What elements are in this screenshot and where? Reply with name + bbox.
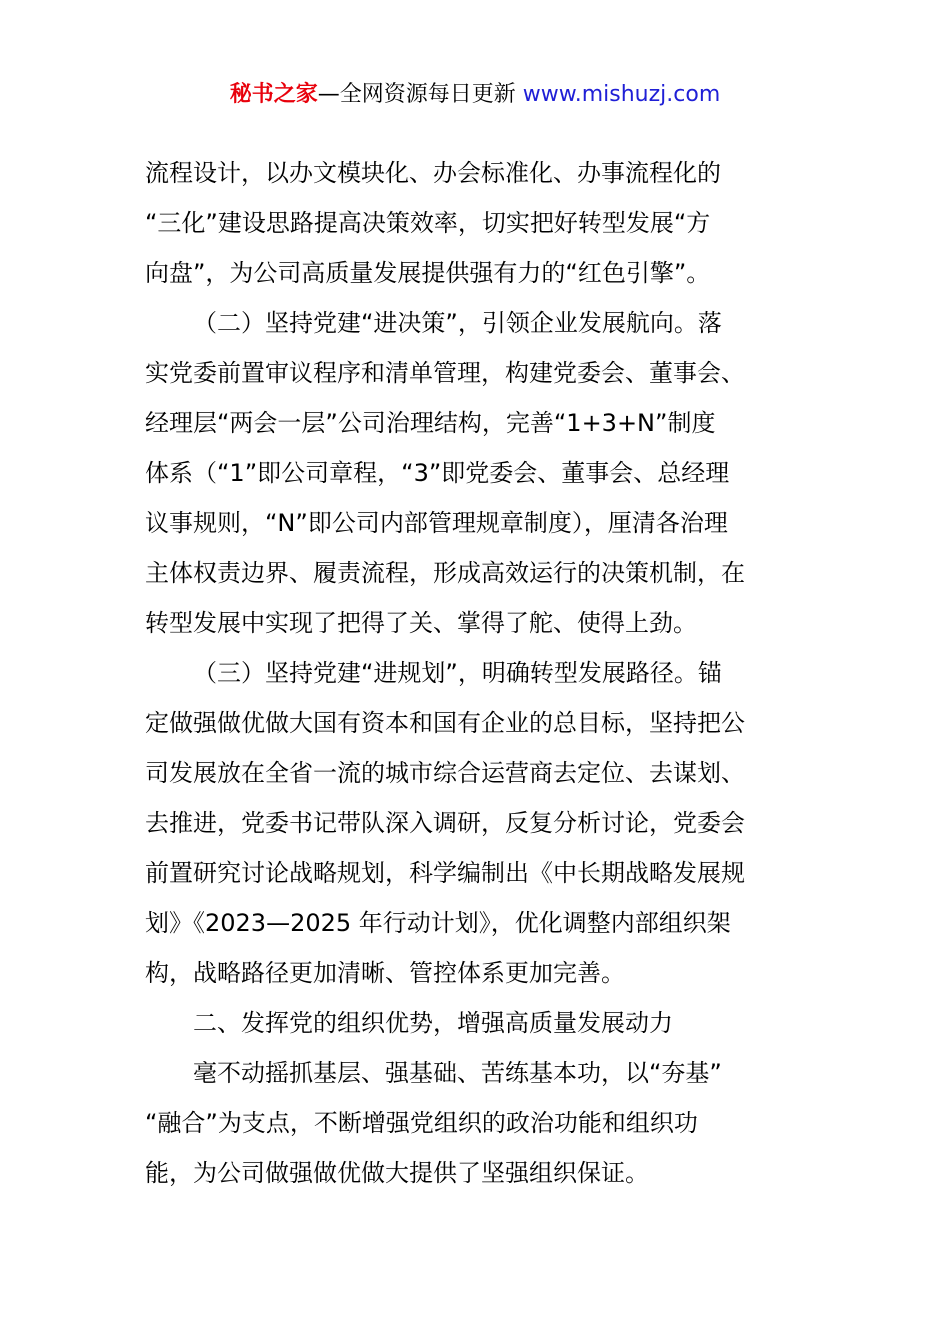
text-line: 构，战略路径更加清晰、管控体系更加完善。 bbox=[145, 959, 625, 987]
text-line: 司发展放在全省一流的城市综合运营商去定位、去谋划、 bbox=[145, 759, 745, 787]
text-line: 实党委前置审议程序和清单管理，构建党委会、董事会、 bbox=[145, 359, 745, 387]
text-line: 能，为公司做强做优做大提供了坚强组织保证。 bbox=[145, 1159, 649, 1187]
text-line: 向盘”，为公司高质量发展提供强有力的“红色引擎”。 bbox=[145, 259, 711, 287]
text-line: 主体权责边界、履责流程，形成高效运行的决策机制，在 bbox=[145, 559, 745, 587]
text-line: 经理层“两会一层”公司治理结构，完善“1+3+N”制度 bbox=[145, 409, 716, 437]
section-heading-2: （二）坚持党建“进决策”，引领企业发展航向。落 bbox=[193, 309, 722, 337]
section-heading-3: （三）坚持党建“进规划”，明确转型发展路径。锚 bbox=[193, 659, 722, 687]
text-line: 体系（“1”即公司章程，“3”即党委会、董事会、总经理 bbox=[145, 459, 730, 487]
text-line: 前置研究讨论战略规划，科学编制出《中长期战略发展规 bbox=[145, 859, 745, 887]
page-header bbox=[0, 78, 950, 112]
text-line: 流程设计，以办文模块化、办会标准化、办事流程化的 bbox=[145, 159, 721, 187]
text-line: 议事规则，“N”即公司内部管理规章制度），厘清各治理 bbox=[145, 509, 728, 537]
text-line: 去推进，党委书记带队深入调研，反复分析讨论，党委会 bbox=[145, 809, 745, 837]
brand-name: 秘书之家 bbox=[229, 82, 318, 107]
text-line: “融合”为支点，不断增强党组织的政治功能和组织功 bbox=[145, 1109, 698, 1137]
header-tagline: —全网资源每日更新 bbox=[317, 82, 516, 107]
text-line: 转型发展中实现了把得了关、掌得了舵、使得上劲。 bbox=[145, 609, 697, 637]
text-line: “三化”建设思路提高决策效率，切实把好转型发展“方 bbox=[145, 209, 711, 237]
text-line: 划》《2023—2025 年行动计划》，优化调整内部组织架 bbox=[145, 909, 731, 937]
site-url-link[interactable]: www.mishuzj.com bbox=[522, 82, 721, 107]
text-line: 定做强做优做大国有资本和国有企业的总目标，坚持把公 bbox=[145, 709, 745, 737]
chapter-heading: 二、发挥党的组织优势，增强高质量发展动力 bbox=[193, 1009, 673, 1037]
text-line: 毫不动摇抓基层、强基础、苦练基本功，以“夯基” bbox=[193, 1059, 722, 1087]
document-body bbox=[145, 148, 810, 1198]
